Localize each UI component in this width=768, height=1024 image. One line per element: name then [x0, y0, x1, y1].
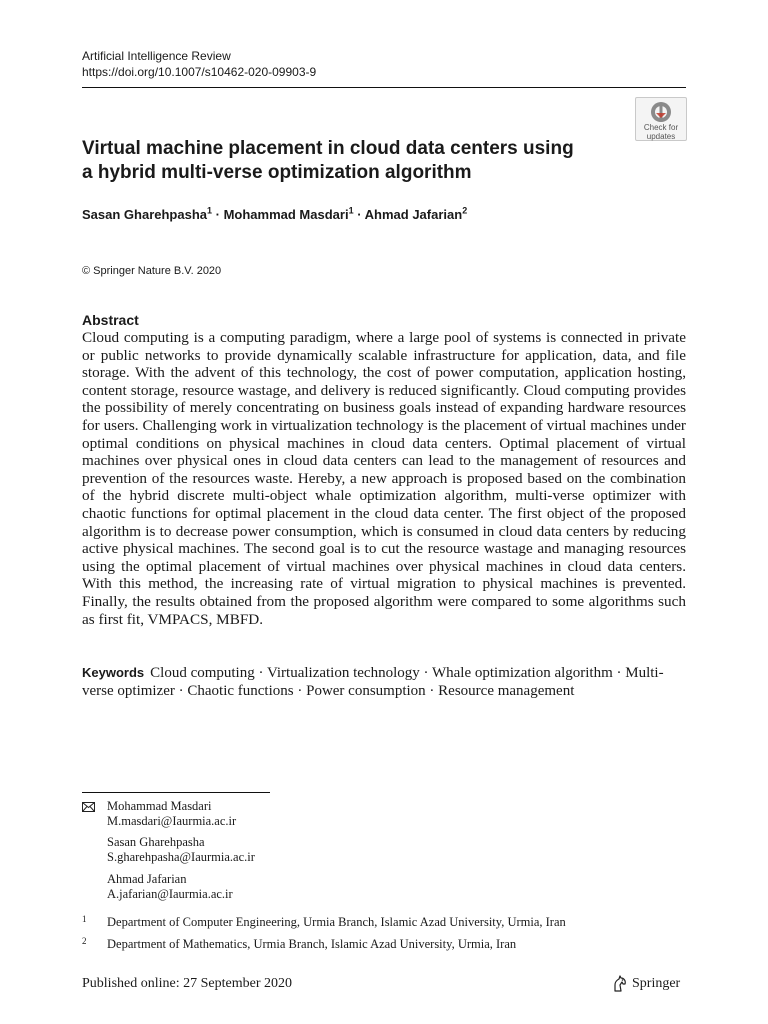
title-line-2: a hybrid multi-verse optimization algorithm: [82, 162, 472, 183]
check-for-updates-badge[interactable]: [635, 97, 687, 141]
author-separator: ·: [212, 207, 224, 222]
author-name[interactable]: Ahmad Jafarian: [364, 207, 463, 222]
header-rule: [82, 87, 686, 88]
contact-name: Sasan Gharehpasha: [107, 835, 205, 849]
check-for-updates-icon: [650, 101, 672, 123]
published-date: Published online: 27 September 2020: [82, 976, 292, 991]
publisher-name: Springer: [632, 976, 681, 991]
keywords-label: Keywords: [82, 665, 145, 680]
envelope-icon: [82, 802, 95, 812]
badge-line1: Check for: [643, 123, 679, 132]
contact-name: Mohammad Masdari: [107, 799, 212, 813]
paper-title: [82, 137, 642, 185]
contact-entry: [107, 799, 236, 829]
contact-email[interactable]: A.jafarian@Iaurmia.ac.ir: [107, 887, 233, 901]
journal-name: Artificial Intelligence Review: [82, 49, 231, 63]
contact-email[interactable]: M.masdari@Iaurmia.ac.ir: [107, 814, 237, 828]
abstract-heading: Abstract: [82, 312, 139, 328]
abstract-text: Cloud computing is a computing paradigm, where a large pool of systems is connected in private or public networks to provide dynamically scalable infrastructure for application, data, and file storage. With the advent of this technology, the cost of power computation, application hosting, content storage, resource wastage, and delivery is reduced significantly. Cloud computing provides the possibility of merely concentrating on business goals instead of expanding hardware resources for users. Challenging work in virtualization technology is the placement of virtual machines under optimal conditions on physical machines in cloud data centers. Optimal placement of virtual machines over physical ones in cloud data centers can lead to the management of resources and prevention of the resources waste. Hereby, a new approach is proposed based on the combination of the hybrid discrete multi-object whale optimization algorithm, multi-verse optimizer with chaotic functions for optimal placement in the cloud data center. The first object of the proposed algorithm is to decrease power consumption, which is consumed in cloud data centers by reducing active physical machines. The second goal is to cut the resource wastage and managing resources using the optimal placement of virtual machines over physical machines in cloud data centers. With this method, the increasing rate of virtual migration to physical machines is prevented. Finally, the results obtained from the proposed algorithm were compared to some algorithms such as first fit, VMPACS, MBFD.: [82, 329, 686, 628]
author-list: [82, 206, 467, 224]
contact-email[interactable]: S.gharehpasha@Iaurmia.ac.ir: [107, 850, 255, 864]
copyright-notice: © Springer Nature B.V. 2020: [82, 265, 222, 277]
springer-horse-icon: [612, 975, 628, 992]
doi-link[interactable]: https://doi.org/10.1007/s10462-020-09903-9: [82, 65, 317, 79]
keywords-block: [82, 664, 686, 700]
title-line-1: Virtual machine placement in cloud data centers using: [82, 138, 574, 159]
author-name[interactable]: Sasan Gharehpasha: [82, 207, 207, 222]
badge-line2: updates: [646, 132, 676, 141]
journal-header: [82, 48, 316, 80]
author-affiliation-mark: 1: [207, 205, 213, 216]
author-affiliation-mark: 2: [462, 205, 468, 216]
contact-entry: [107, 835, 255, 865]
keywords-text: Cloud computing · Virtualization technology · Whale optimization algorithm · Multi-verse optimizer · Chaotic functions · Power consumption · Resource management: [82, 665, 664, 699]
affiliation-number: 1: [82, 914, 87, 924]
affiliation-number: 2: [82, 936, 87, 946]
affiliation-text: Department of Mathematics, Urmia Branch, Islamic Azad University, Urmia, Iran: [107, 937, 517, 951]
author-name[interactable]: Mohammad Masdari: [223, 207, 349, 222]
footnote-rule: [82, 792, 270, 793]
affiliation-text: Department of Computer Engineering, Urmia Branch, Islamic Azad University, Urmia, Iran: [107, 915, 566, 929]
author-separator: ·: [353, 207, 365, 222]
author-affiliation-mark: 1: [348, 205, 354, 216]
contact-entry: [107, 872, 233, 902]
contact-name: Ahmad Jafarian: [107, 872, 187, 886]
